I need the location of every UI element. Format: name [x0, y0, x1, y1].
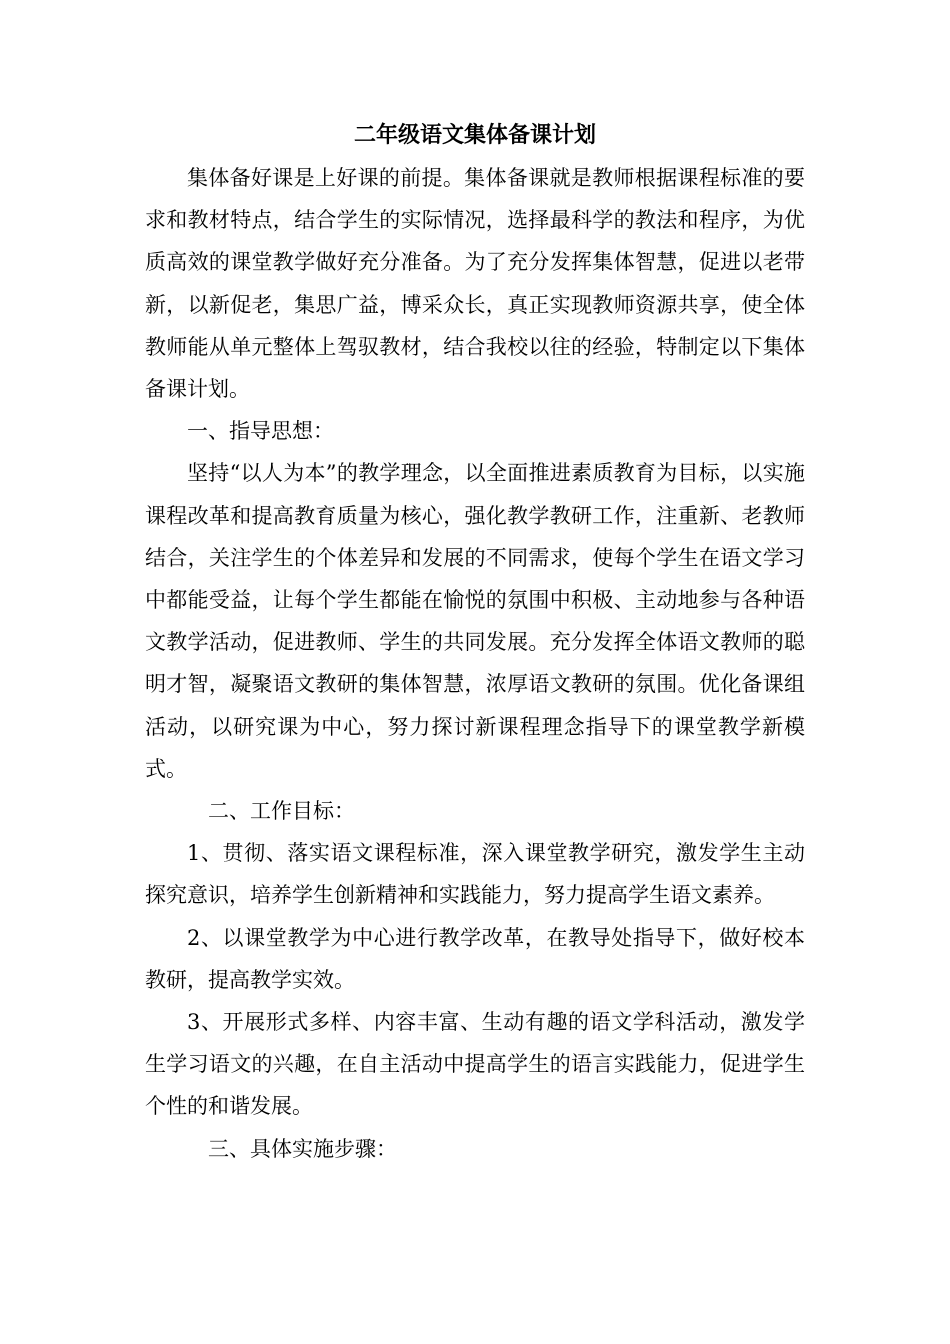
- goal-item-3: 3、开展形式多样、内容丰富、生动有趣的语文学科活动，激发学生学习语文的兴趣，在自主活动中提高学生的语言实践能力，促进学生个性的和谐发展。: [145, 1010, 805, 1119]
- intro-paragraph: 集体备好课是上好课的前提。集体备课就是教师根据课程标准的要求和教材特点，结合学生的实际情况，选择最科学的教法和程序，为优质高效的课堂教学做好充分准备。为了充分发挥集体智慧，促进以老带新，以新促老，集思广益，博采众长，真正实现教师资源共享，使全体教师能从单元整体上驾驭教材，结合我校以往的经验，特制定以下集体备课计划。: [145, 166, 805, 402]
- guiding-ideas-paragraph: 坚持“以人为本”的教学理念，以全面推进素质教育为目标，以实施课程改革和提高教育质量为核心，强化教学教研工作，注重新、老教师结合，关注学生的个体差异和发展的不同需求，使每个学生在语文学习中都能受益，让每个学生都能在愉悦的氛围中积极、主动地参与各种语文教学活动，促进教师、学生的共同发展。充分发挥全体语文教师的聪明才智，凝聚语文教研的集体智慧，浓厚语文教研的氛围。优化备课组活动，以研究课为中心，努力探讨新课程理念指导下的课堂教学新模式。: [145, 461, 805, 781]
- section-heading-implementation-steps: 三、具体实施步骤：: [208, 1136, 397, 1161]
- goal-item-2: 2、以课堂教学为中心进行教学改革，在教导处指导下，做好校本教研，提高教学实效。: [145, 925, 805, 992]
- goal-item-1: 1、贯彻、落实语文课程标准，深入课堂教学研究，激发学生主动探究意识，培养学生创新精神和实践能力，努力提高学生语文素养。: [145, 841, 805, 908]
- document-title: 二年级语文集体备课计划: [353, 123, 596, 148]
- section-heading-work-goals: 二、工作目标：: [208, 799, 355, 824]
- document-body: [145, 157, 805, 1170]
- section-heading-guiding-ideas: 一、指导思想：: [187, 419, 334, 444]
